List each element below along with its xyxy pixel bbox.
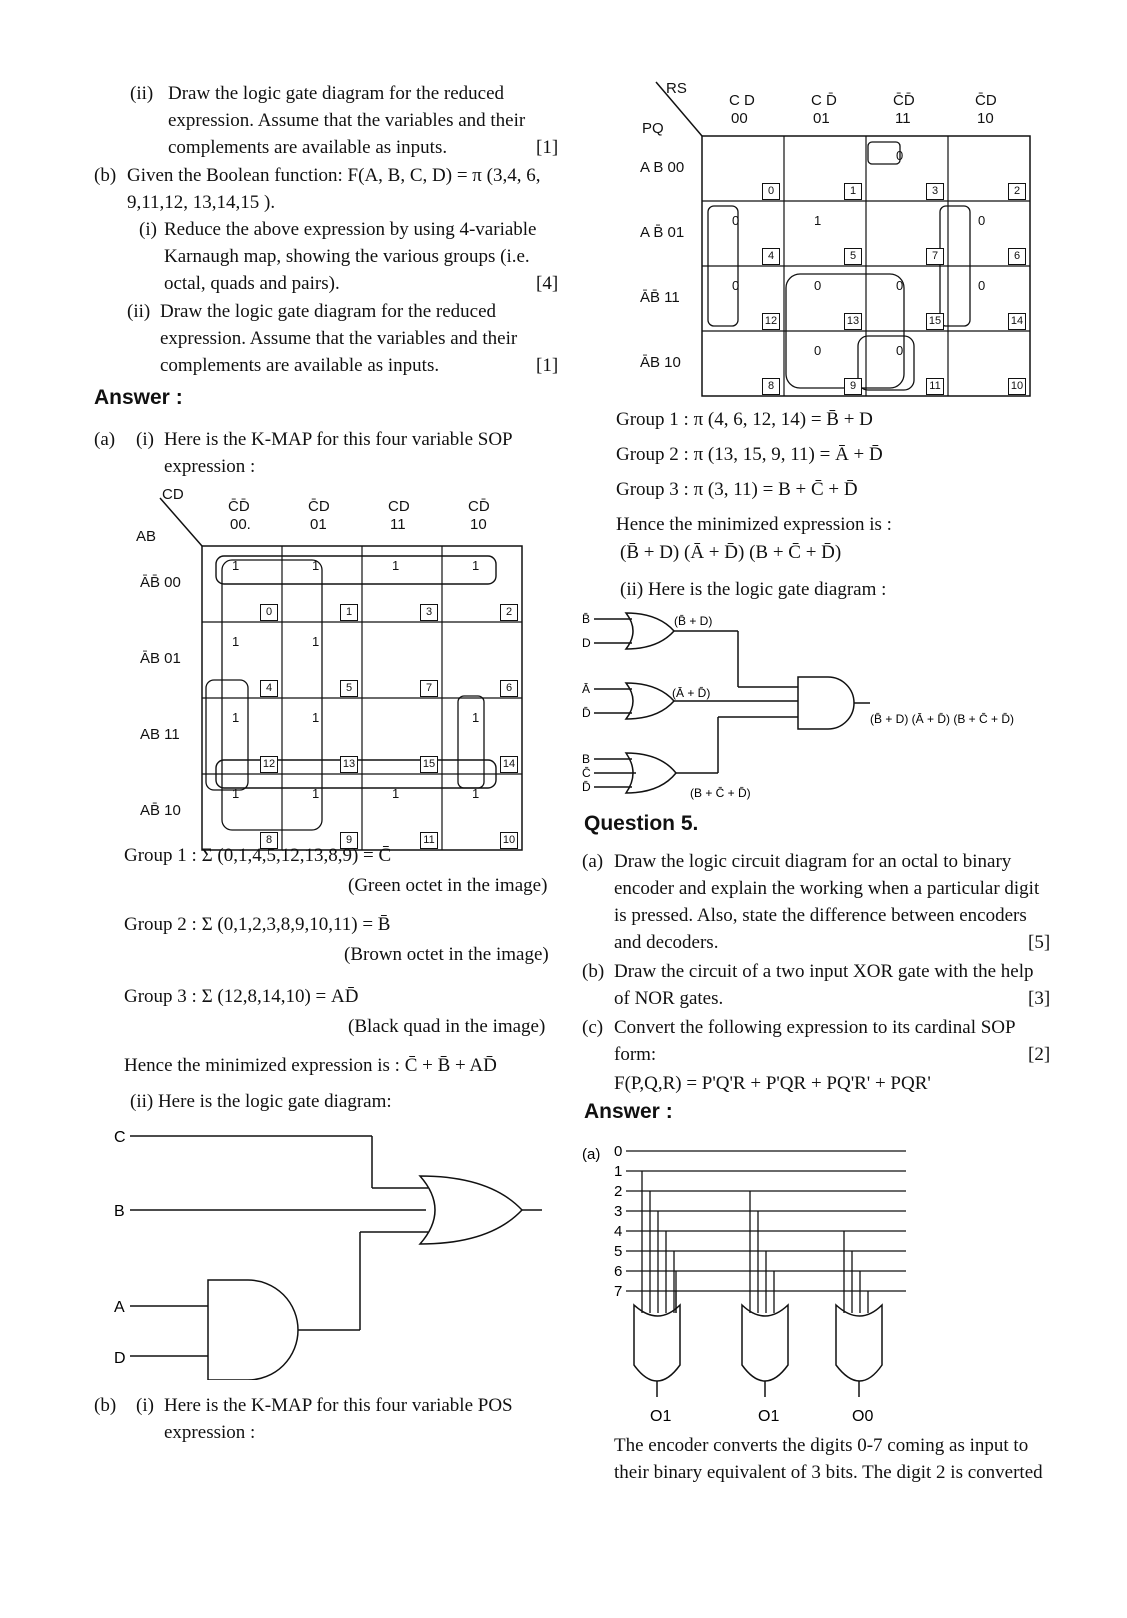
ans-a-line2: expression : bbox=[164, 456, 256, 477]
ans-a-line1: Here is the K-MAP for this four variable SOP bbox=[164, 429, 513, 450]
kmap-pos-cell-index: 14 bbox=[1008, 313, 1026, 330]
kmap-pos-row-head-3: ĀB 10 bbox=[640, 353, 681, 371]
kmap-sop-cell-index: 15 bbox=[420, 756, 438, 773]
or-gate-2 bbox=[626, 683, 674, 719]
kmap-sop-cell-index: 8 bbox=[260, 832, 278, 849]
kmap-sop-cell-index: 11 bbox=[420, 832, 438, 849]
kmap-pos-row-head-0: A B 00 bbox=[640, 158, 685, 176]
pos-minimized-line1: Hence the minimized expression is : bbox=[616, 514, 892, 535]
encoder-input-label: 5 bbox=[614, 1243, 623, 1260]
kmap-sop-cell-value: 1 bbox=[312, 634, 320, 649]
gate2-out2: (Ā + D̄) bbox=[672, 686, 711, 700]
kmap-pos-cell-index: 12 bbox=[762, 313, 780, 330]
sop-group-1: Group 1 : Σ (0,1,4,5,12,13,8,9) = C̄ bbox=[124, 845, 392, 866]
kmap-sop-cell-index: 6 bbox=[500, 680, 518, 697]
question5-heading: Question 5. bbox=[584, 812, 699, 835]
pos-gate-caption: (ii) Here is the logic gate diagram : bbox=[620, 579, 887, 600]
sop-gate-caption: (ii) Here is the logic gate diagram: bbox=[130, 1091, 392, 1112]
q5-c-mark: [2] bbox=[1028, 1044, 1051, 1065]
kmap-sop-col-head-0: C̄D̄ bbox=[228, 498, 250, 515]
gate2-final: (B̄ + D) (Ā + D̄) (B + C̄ + D̄) bbox=[870, 712, 1015, 726]
kmap-sop-cell-value: 1 bbox=[472, 786, 480, 801]
gate2-input-c3: C̄ bbox=[582, 766, 591, 780]
kmap-sop-row-head-2: AB 11 bbox=[140, 726, 180, 743]
ans-b-number: (b) bbox=[94, 1395, 117, 1416]
kmap-sop-cell-index: 5 bbox=[340, 680, 358, 697]
kmap-sop-cell-index: 3 bbox=[420, 604, 438, 621]
q5-b-line2: of NOR gates. bbox=[614, 988, 724, 1009]
gate1-input-a: A bbox=[114, 1299, 125, 1316]
kmap-sop-col-code-1: 01 bbox=[310, 516, 327, 533]
kmap-sop-cell-value: 1 bbox=[472, 558, 480, 573]
ans-a-i-number: (i) bbox=[136, 429, 154, 450]
b-i-line1: Reduce the above expression by using 4-variable bbox=[164, 219, 537, 240]
kmap-pos-corner-left: PQ bbox=[642, 120, 664, 137]
encoder-text-line1: The encoder converts the digits 0-7 coming as input to bbox=[614, 1435, 1029, 1456]
kmap-sop-corner-top: CD bbox=[162, 486, 184, 503]
kmap-pos-cell-index: 11 bbox=[926, 378, 944, 395]
kmap-pos-cell-index: 1 bbox=[844, 183, 862, 200]
kmap-pos-col-code-1: 01 bbox=[813, 110, 830, 127]
pos-group-2: Group 2 : π (13, 15, 9, 11) = Ā + D̄ bbox=[616, 444, 883, 465]
b-ii-line3: complements are available as inputs. bbox=[160, 355, 440, 376]
b-i-line3: octal, quads and pairs). bbox=[164, 273, 340, 294]
sop-group-2-note: (Brown octet in the image) bbox=[344, 944, 549, 965]
q5-b-mark: [3] bbox=[1028, 988, 1051, 1009]
kmap-pos-cell-index: 8 bbox=[762, 378, 780, 395]
encoder-output-3: O0 bbox=[852, 1408, 874, 1425]
gate1-input-b: B bbox=[114, 1203, 125, 1220]
pos-group-3: Group 3 : π (3, 11) = B + C̄ + D̄ bbox=[616, 479, 858, 500]
kmap-sop-cell-value: 1 bbox=[312, 558, 320, 573]
q5-a-line4: and decoders. bbox=[614, 932, 719, 953]
encoder-output-1: O1 bbox=[650, 1408, 672, 1425]
encoder-input-label: 7 bbox=[614, 1283, 623, 1300]
kmap-pos-cell-value: 0 bbox=[814, 343, 822, 358]
a-ii-line3: complements are available as inputs. bbox=[168, 137, 448, 158]
encoder-or-gate-2 bbox=[742, 1305, 788, 1381]
sop-gate-diagram bbox=[110, 1120, 560, 1380]
kmap-sop-cell-index: 9 bbox=[340, 832, 358, 849]
a-ii-line1: Draw the logic gate diagram for the reduced bbox=[168, 83, 505, 104]
gate2-out1: (B̄ + D) bbox=[674, 614, 713, 628]
kmap-pos-cell-value: 0 bbox=[732, 278, 740, 293]
kmap-sop-cell-value: 1 bbox=[232, 710, 240, 725]
answer-heading-left: Answer : bbox=[94, 386, 183, 409]
kmap-sop-cell-value: 1 bbox=[392, 558, 400, 573]
kmap-pos-cell-value: 1 bbox=[814, 213, 822, 228]
q5-c-line2: form: bbox=[614, 1044, 657, 1065]
or-gate-1 bbox=[626, 613, 674, 649]
kmap-sop-cell-index: 7 bbox=[420, 680, 438, 697]
kmap-pos-cell-index: 2 bbox=[1008, 183, 1026, 200]
kmap-sop-cell-index: 12 bbox=[260, 756, 278, 773]
kmap-sop-col-head-2: CD bbox=[388, 498, 410, 515]
or-gate bbox=[420, 1176, 522, 1244]
kmap-pos-cell-value: 0 bbox=[896, 278, 904, 293]
kmap-sop-cell-index: 0 bbox=[260, 604, 278, 621]
kmap-pos-cell-index: 4 bbox=[762, 248, 780, 265]
q5-a-mark: [5] bbox=[1028, 932, 1051, 953]
kmap-pos-cell-value: 0 bbox=[978, 278, 986, 293]
kmap-sop-cell-index: 10 bbox=[500, 832, 518, 849]
q5-a-line2: encoder and explain the working when a particular digit bbox=[614, 878, 1040, 899]
encoder-input-label: 6 bbox=[614, 1263, 623, 1280]
gate1-input-c: C bbox=[114, 1129, 126, 1146]
ans-a-number: (a) bbox=[94, 429, 116, 450]
kmap-pos-cell-value: 0 bbox=[896, 343, 904, 358]
kmap-pos-corner-top: RS bbox=[666, 80, 687, 97]
q5-a-number: (a) bbox=[582, 851, 604, 872]
kmap-sop-grid bbox=[130, 490, 540, 860]
kmap-sop-cell-value: 1 bbox=[232, 786, 240, 801]
encoder-input-label: 2 bbox=[614, 1183, 623, 1200]
encoder-input-label: 0 bbox=[614, 1143, 623, 1160]
or-gate-3 bbox=[626, 753, 676, 793]
kmap-pos-col-head-2: C̄D̄ bbox=[893, 92, 915, 109]
gate2-input-d2: D̄ bbox=[582, 706, 591, 720]
kmap-pos-row-head-2: ĀB̄ 11 bbox=[640, 288, 680, 306]
sop-group-2: Group 2 : Σ (0,1,2,3,8,9,10,11) = B̄ bbox=[124, 914, 391, 935]
kmap-pos-col-code-3: 10 bbox=[977, 110, 994, 127]
encoder-input-label: 1 bbox=[614, 1163, 623, 1180]
kmap-pos-grid bbox=[640, 78, 1060, 408]
kmap-sop-cell-index: 13 bbox=[340, 756, 358, 773]
kmap-sop bbox=[130, 486, 540, 860]
b-i-number: (i) bbox=[139, 219, 157, 240]
kmap-pos-col-head-1: C D̄ bbox=[811, 92, 837, 109]
q5-c-expression: F(P,Q,R) = P'Q'R + P'QR + PQ'R' + PQR' bbox=[614, 1073, 931, 1094]
kmap-sop-row-head-1: ĀB 01 bbox=[140, 650, 181, 667]
b-line1: Given the Boolean function: F(A, B, C, D) = π (3,4, 6, bbox=[127, 165, 541, 186]
ans-b-i-number: (i) bbox=[136, 1395, 154, 1416]
kmap-pos-cell-value: 0 bbox=[978, 213, 986, 228]
kmap-pos-cell-value: 0 bbox=[732, 213, 740, 228]
encoder-text-line2: their binary equivalent of 3 bits. The digit 2 is converted bbox=[614, 1462, 1043, 1483]
gate1-input-d: D bbox=[114, 1350, 126, 1367]
kmap-pos-cell-index: 5 bbox=[844, 248, 862, 265]
kmap-sop-cell-value: 1 bbox=[232, 558, 240, 573]
a-ii-number: (ii) bbox=[130, 83, 154, 104]
kmap-sop-cell-index: 4 bbox=[260, 680, 278, 697]
kmap-sop-col-code-2: 11 bbox=[390, 516, 406, 533]
b-ii-mark: [1] bbox=[536, 355, 559, 376]
b-line2: 9,11,12, 13,14,15 ). bbox=[127, 192, 276, 213]
kmap-pos-col-code-2: 11 bbox=[895, 110, 911, 127]
a-ii-line2: expression. Assume that the variables and their bbox=[168, 110, 526, 131]
kmap-pos-cell-index: 6 bbox=[1008, 248, 1026, 265]
q5-c-line1: Convert the following expression to its cardinal SOP bbox=[614, 1017, 1016, 1038]
b-i-line2: Karnaugh map, showing the various groups (i.e. bbox=[164, 246, 530, 267]
b-ii-number: (ii) bbox=[127, 301, 151, 322]
kmap-pos-cell-index: 9 bbox=[844, 378, 862, 395]
kmap-pos-cell-value: 0 bbox=[896, 148, 904, 163]
kmap-sop-col-code-0: 00. bbox=[230, 516, 251, 533]
kmap-sop-cell-value: 1 bbox=[232, 634, 240, 649]
encoder-label: (a) bbox=[582, 1146, 601, 1163]
ans-b-line2: expression : bbox=[164, 1422, 256, 1443]
b-number: (b) bbox=[94, 165, 117, 186]
pos-group-1: Group 1 : π (4, 6, 12, 14) = B̄ + D bbox=[616, 409, 873, 430]
kmap-sop-col-head-1: C̄D bbox=[308, 498, 330, 515]
kmap-pos-cell-value: 0 bbox=[814, 278, 822, 293]
kmap-sop-row-head-3: AB̄ 10 bbox=[140, 802, 181, 819]
kmap-pos-col-head-3: C̄D bbox=[975, 92, 997, 109]
kmap-sop-col-code-3: 10 bbox=[470, 516, 487, 533]
pos-minimized-line2: (B̄ + D) (Ā + D̄) (B + C̄ + D̄) bbox=[620, 542, 842, 563]
ans-b-line1: Here is the K-MAP for this four variable POS bbox=[164, 1395, 513, 1416]
q5-a-line1: Draw the logic circuit diagram for an octal to binary bbox=[614, 851, 1012, 872]
and-gate bbox=[208, 1280, 298, 1380]
kmap-sop-cell-value: 1 bbox=[472, 710, 480, 725]
q5-c-number: (c) bbox=[582, 1017, 604, 1038]
q5-a-line3: is pressed. Also, state the difference between encoders bbox=[614, 905, 1027, 926]
kmap-sop-cell-index: 1 bbox=[340, 604, 358, 621]
sop-group-1-note: (Green octet in the image) bbox=[348, 875, 548, 896]
kmap-sop-cell-value: 1 bbox=[312, 710, 320, 725]
kmap-sop-col-head-3: CD̄ bbox=[468, 498, 490, 515]
b-i-mark: [4] bbox=[536, 273, 559, 294]
kmap-pos-col-head-0: C D bbox=[729, 92, 755, 109]
gate2-input-d1: D bbox=[582, 636, 591, 650]
answer-heading-right: Answer : bbox=[584, 1100, 673, 1123]
kmap-pos-cell-index: 10 bbox=[1008, 378, 1026, 395]
kmap-sop-row-head-0: ĀB̄ 00 bbox=[140, 574, 181, 591]
b-ii-line2: expression. Assume that the variables and their bbox=[160, 328, 518, 349]
gate2-input-b1: B̄ bbox=[582, 612, 591, 626]
kmap-sop-cell-value: 1 bbox=[312, 786, 320, 801]
and-gate-final bbox=[798, 677, 854, 729]
encoder-diagram bbox=[580, 1135, 910, 1435]
pos-gate-diagram bbox=[578, 605, 1058, 815]
kmap-pos-row-head-1: A B̄ 01 bbox=[640, 223, 685, 241]
sop-minimized: Hence the minimized expression is : C̄ + B̄ + AD̄ bbox=[124, 1055, 497, 1076]
encoder-or-gate-1 bbox=[634, 1305, 680, 1381]
kmap-pos-cell-index: 13 bbox=[844, 313, 862, 330]
a-ii-mark: [1] bbox=[536, 137, 559, 158]
kmap-sop-cell-index: 2 bbox=[500, 604, 518, 621]
encoder-input-label: 4 bbox=[614, 1223, 623, 1240]
kmap-pos-cell-index: 7 bbox=[926, 248, 944, 265]
gate2-input-b3: B bbox=[582, 752, 591, 766]
gate2-input-d3: D̄ bbox=[582, 780, 591, 794]
encoder-input-label: 3 bbox=[614, 1203, 623, 1220]
kmap-sop-cell-value: 1 bbox=[392, 786, 400, 801]
b-ii-line1: Draw the logic gate diagram for the reduced bbox=[160, 301, 497, 322]
kmap-pos-col-code-0: 00 bbox=[731, 110, 748, 127]
kmap-pos-cell-index: 0 bbox=[762, 183, 780, 200]
kmap-pos-cell-index: 15 bbox=[926, 313, 944, 330]
q5-b-line1: Draw the circuit of a two input XOR gate with the help bbox=[614, 961, 1034, 982]
kmap-pos-cell-index: 3 bbox=[926, 183, 944, 200]
q5-b-number: (b) bbox=[582, 961, 605, 982]
kmap-pos bbox=[640, 78, 1060, 408]
kmap-sop-cell-index: 14 bbox=[500, 756, 518, 773]
sop-group-3-note: (Black quad in the image) bbox=[348, 1016, 546, 1037]
gate2-input-a2: Ā bbox=[582, 682, 591, 696]
sop-group-3: Group 3 : Σ (12,8,14,10) = AD̄ bbox=[124, 986, 359, 1007]
gate2-out3: (B + C̄ + D̄) bbox=[690, 786, 751, 800]
encoder-or-gate-3 bbox=[836, 1305, 882, 1381]
encoder-output-2: O1 bbox=[758, 1408, 780, 1425]
kmap-sop-corner-left: AB bbox=[136, 528, 157, 545]
